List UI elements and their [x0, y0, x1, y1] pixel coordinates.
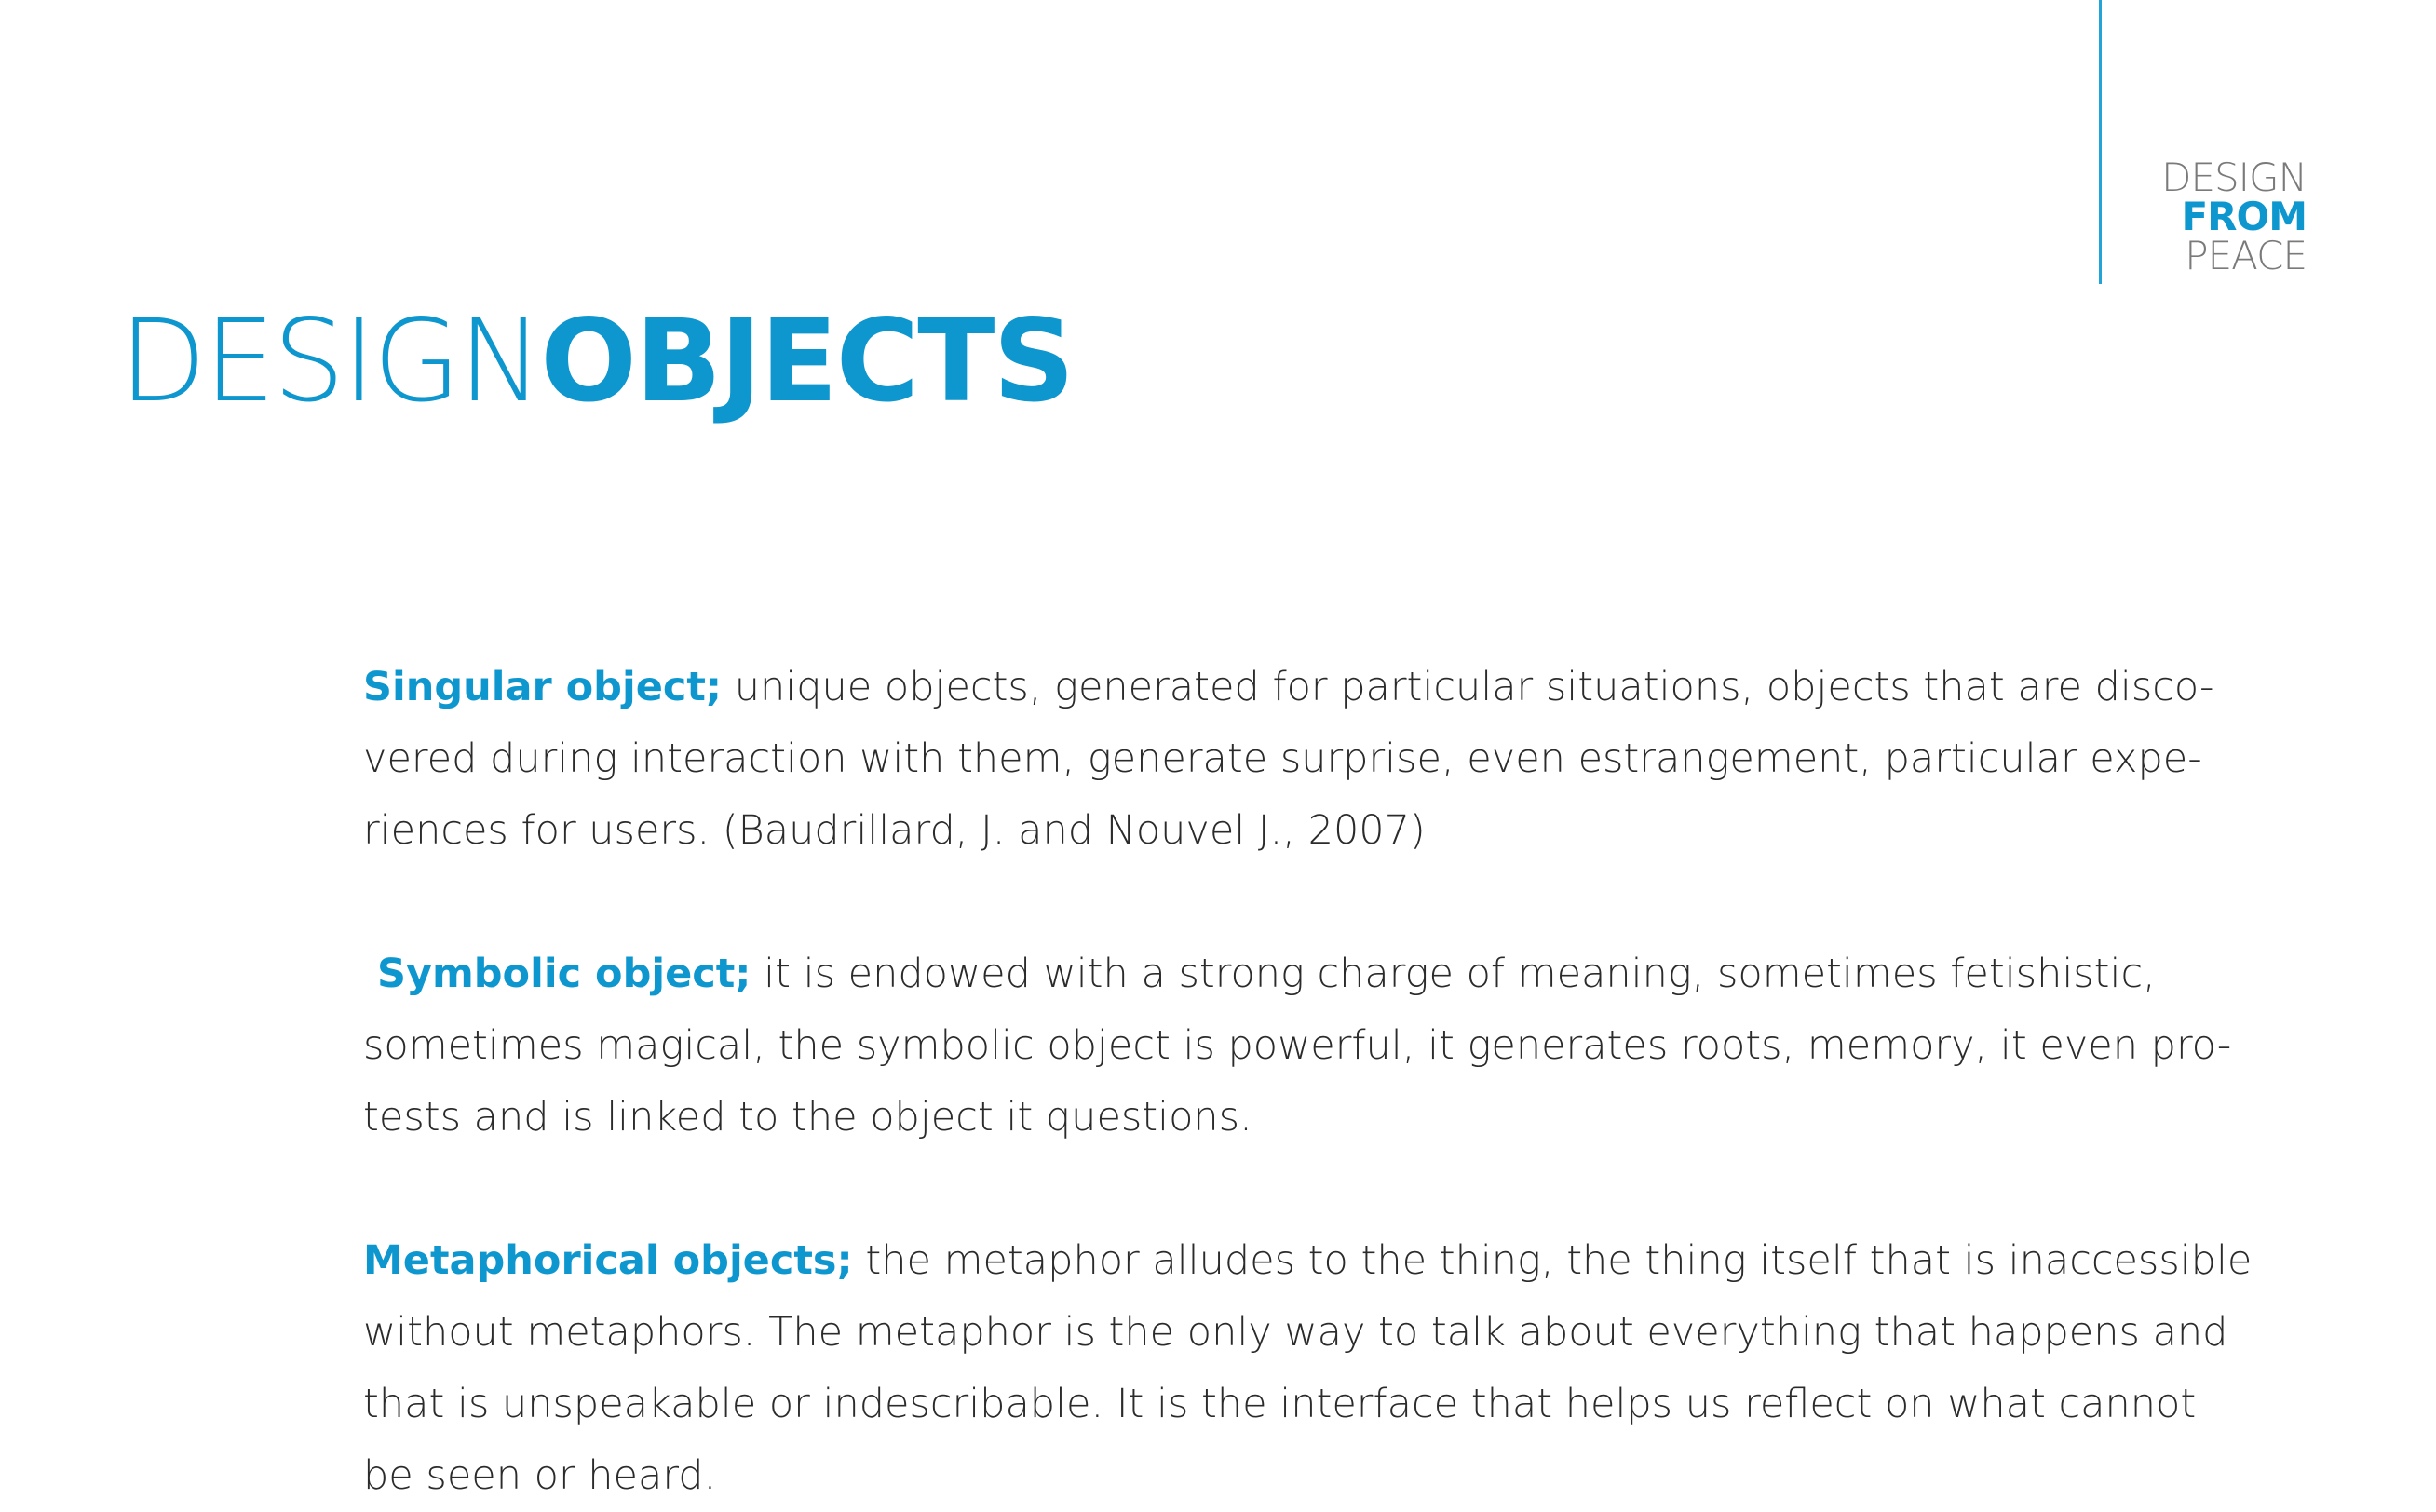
- paragraph-line: [363, 938, 2156, 1010]
- paragraph-line: that is unspeakable or indescribable. It is the interface that helps us reflect on what cannot: [363, 1381, 2197, 1427]
- brand-logo: [2161, 155, 2307, 278]
- page-title-light: DESIGN: [119, 295, 541, 427]
- paragraph-line: tests and is linked to the object it questions.: [363, 1094, 1252, 1141]
- term-label: Singular object;: [363, 664, 723, 710]
- paragraph-line: vered during interaction with them, generate surprise, even estrangement, particular expe-: [363, 736, 2202, 782]
- paragraph-line: [363, 652, 2214, 723]
- paragraph-singular-object: [363, 652, 2214, 867]
- paragraph-line: without metaphors. The metaphor is the only way to talk about everything that happens and: [363, 1309, 2228, 1356]
- paragraph-metaphorical-objects: [363, 1225, 2253, 1512]
- paragraph-text: it is endowed with a strong charge of meaning, sometimes fetishistic,: [751, 951, 2156, 997]
- page-title-bold: OBJECTS: [540, 295, 1074, 427]
- paragraph-line: [363, 1225, 2253, 1297]
- content-body: [363, 652, 2253, 1512]
- paragraph-line: sometimes magical, the symbolic object is powerful, it generates roots, memory, it even pro-: [363, 1022, 2232, 1069]
- brand-line-peace: PEACE: [2185, 233, 2307, 278]
- brand-divider: [2099, 0, 2102, 284]
- brand-line-design: DESIGN: [2161, 155, 2307, 200]
- paragraph-text: unique objects, generated for particular situations, objects that are disco-: [722, 664, 2214, 710]
- term-label: Symbolic object;: [363, 951, 751, 997]
- paragraph-line: be seen or heard.: [363, 1452, 717, 1499]
- paragraph-line: riences for users. (Baudrillard, J. and Nouvel J., 2007): [363, 807, 1426, 854]
- page-title: [119, 296, 1073, 426]
- brand-line-from: FROM: [2181, 194, 2307, 239]
- paragraph-symbolic-object: [363, 938, 2232, 1154]
- term-label: Metaphorical objects;: [363, 1237, 853, 1284]
- paragraph-text: the metaphor alludes to the thing, the thing itself that is inaccessible: [852, 1237, 2253, 1284]
